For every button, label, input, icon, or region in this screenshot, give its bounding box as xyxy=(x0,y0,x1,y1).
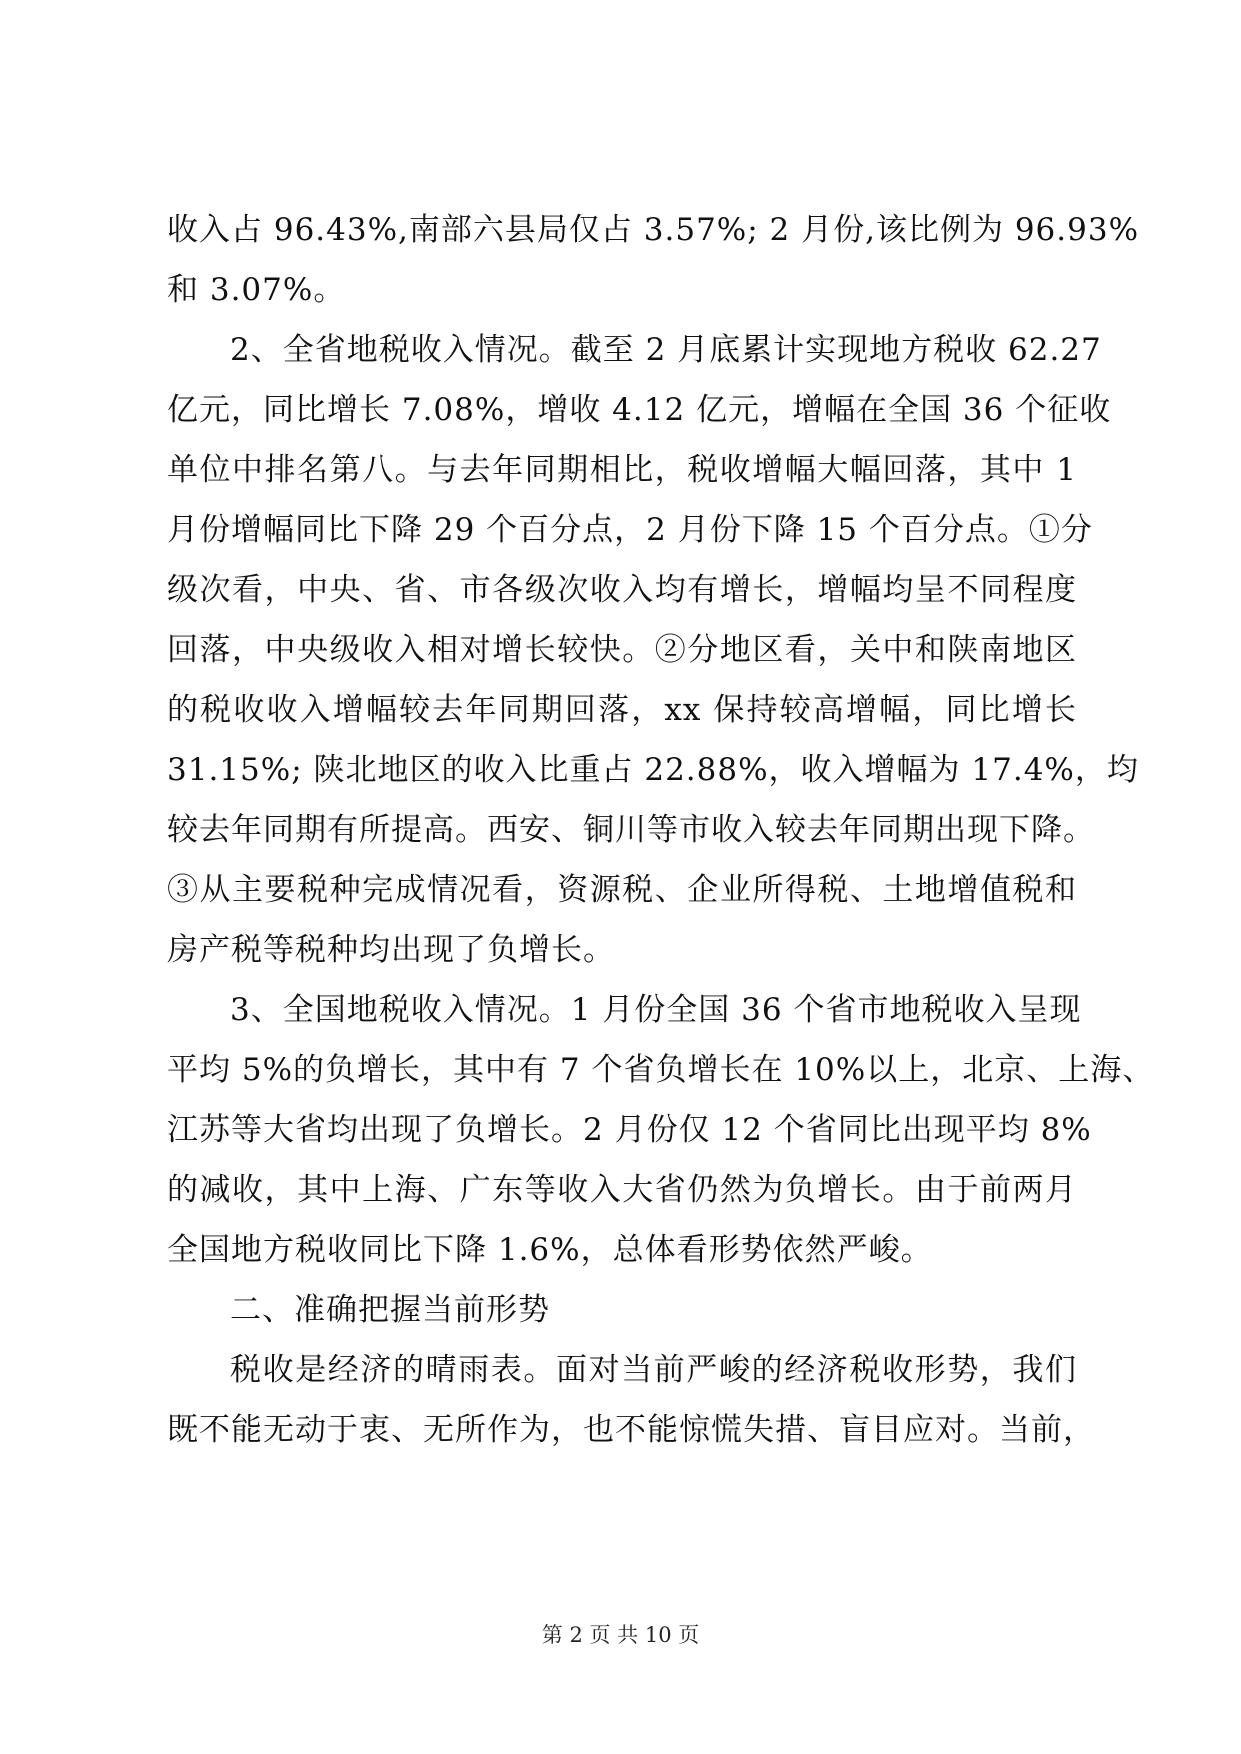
text-line: 级次看，中央、省、市各级次收入均有增长，增幅均呈不同程度 xyxy=(167,572,1077,608)
text-line: 单位中排名第八。与去年同期相比，税收增幅大幅回落，其中 1 xyxy=(167,452,1077,488)
text-line: 全国地方税收同比下降 1.6%，总体看形势依然严峻。 xyxy=(167,1232,933,1268)
text-line: ③从主要税种完成情况看，资源税、企业所得税、土地增值税和 xyxy=(167,872,1077,908)
text-line: 平均 5%的负增长，其中有 7 个省负增长在 10%以上，北京、上海、 xyxy=(167,1052,1155,1088)
text-line: 3、全国地税收入情况。1 月份全国 36 个省市地税收入呈现 xyxy=(230,992,1082,1028)
text-line: 江苏等大省均出现了负增长。2 月份仅 12 个省同比出现平均 8% xyxy=(167,1112,1092,1148)
text-line: 和 3.07%。 xyxy=(167,272,346,308)
section-heading: 二、准确把握当前形势 xyxy=(230,1292,550,1328)
page-footer: 第 2 页 共 10 页 xyxy=(541,1623,700,1647)
text-line: 的减收，其中上海、广东等收入大省仍然为负增长。由于前两月 xyxy=(167,1172,1077,1208)
text-line: 既不能无动于衷、无所作为，也不能惊慌失措、盲目应对。当前， xyxy=(167,1412,1095,1448)
text-line: 亿元，同比增长 7.08%，增收 4.12 亿元，增幅在全国 36 个征收 xyxy=(167,392,1112,428)
text-line: 收入占 96.43%,南部六县局仅占 3.57%; 2 月份,该比例为 96.93% xyxy=(167,212,1140,248)
text-line: 31.15%; 陕北地区的收入比重占 22.88%，收入增幅为 17.4%，均 xyxy=(167,752,1139,788)
text-line: 较去年同期有所提高。西安、铜川等市收入较去年同期出现下降。 xyxy=(167,812,1095,848)
text-line: 2、全省地税收入情况。截至 2 月底累计实现地方税收 62.27 xyxy=(230,332,1102,368)
text-line: 月份增幅同比下降 29 个百分点，2 月份下降 15 个百分点。①分 xyxy=(167,512,1093,548)
text-line: 税收是经济的晴雨表。面对当前严峻的经济税收形势，我们 xyxy=(230,1352,1077,1388)
text-line: 的税收收入增幅较去年同期回落，xx 保持较高增幅，同比增长 xyxy=(167,692,1077,728)
text-line: 房产税等税种均出现了负增长。 xyxy=(167,932,615,968)
text-line: 回落，中央级收入相对增长较快。②分地区看，关中和陕南地区 xyxy=(167,632,1077,668)
